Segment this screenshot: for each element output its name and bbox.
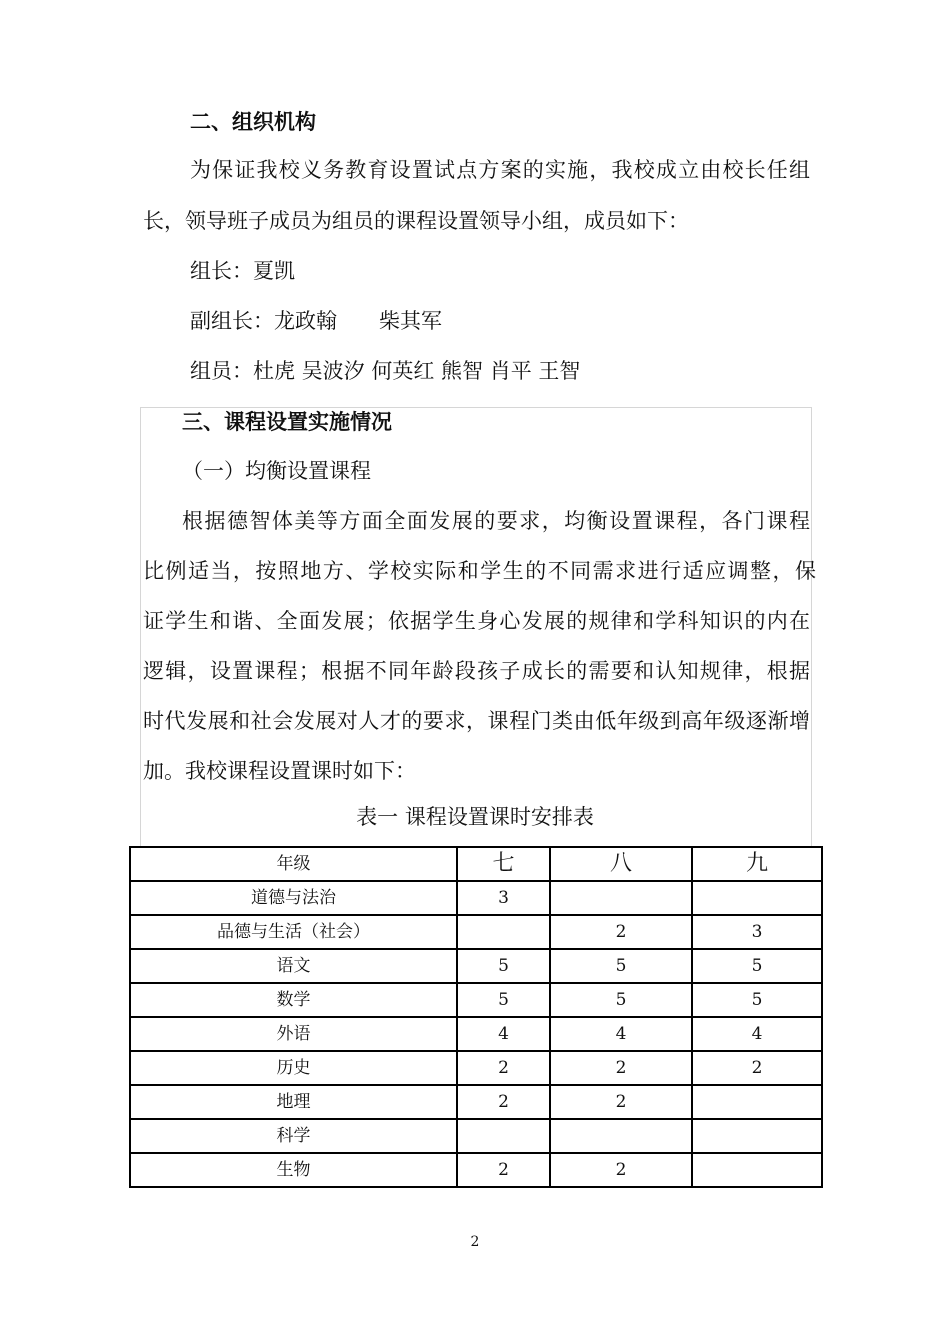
- section-heading-curriculum: 三、课程设置实施情况: [182, 409, 392, 434]
- hours-cell: 4: [457, 1017, 550, 1051]
- table-row: [130, 949, 822, 983]
- hours-cell: [550, 1119, 692, 1153]
- hours-cell: [457, 1119, 550, 1153]
- hours-cell: 5: [550, 983, 692, 1017]
- hours-cell: 2: [457, 1051, 550, 1085]
- table-caption: 表一 课程设置课时安排表: [356, 805, 594, 829]
- hours-cell: 2: [692, 1051, 822, 1085]
- hours-cell: 2: [550, 1051, 692, 1085]
- hours-cell: 5: [457, 949, 550, 983]
- hours-cell: [692, 1085, 822, 1119]
- table-header-row: [130, 847, 822, 881]
- deputy-leaders: 副组长：龙政翰 柴其军: [190, 309, 442, 333]
- table-row: [130, 881, 822, 915]
- hours-cell: 2: [550, 1153, 692, 1187]
- hours-cell: 4: [550, 1017, 692, 1051]
- subject-cell: 科学: [130, 1119, 457, 1153]
- table-row: [130, 915, 822, 949]
- group-members: 组员：杜虎 吴波汐 何英红 熊智 肖平 王智: [190, 359, 581, 383]
- course-hours-table: [129, 846, 823, 1188]
- subject-cell: 语文: [130, 949, 457, 983]
- subject-cell: 品德与生活（社会）: [130, 915, 457, 949]
- subject-cell: 历史: [130, 1051, 457, 1085]
- header-grade-8: 八: [550, 847, 692, 881]
- header-grade: 年级: [130, 847, 457, 881]
- hours-cell: 5: [692, 983, 822, 1017]
- curriculum-paragraph-line: 根据德智体美等方面全面发展的要求，均衡设置课程，各门课程: [182, 509, 810, 533]
- hours-cell: 5: [550, 949, 692, 983]
- table-row: [130, 1085, 822, 1119]
- table-row: [130, 1153, 822, 1187]
- subject-cell: 外语: [130, 1017, 457, 1051]
- section-heading-organization: 二、组织机构: [190, 109, 316, 134]
- table-row: [130, 983, 822, 1017]
- group-leader: 组长：夏凯: [190, 259, 295, 283]
- hours-cell: 5: [692, 949, 822, 983]
- hours-cell: 2: [550, 915, 692, 949]
- curriculum-paragraph-line: 加。我校课程设置课时如下：: [143, 759, 416, 783]
- hours-cell: 3: [692, 915, 822, 949]
- header-grade-7: 七: [457, 847, 550, 881]
- hours-cell: [692, 881, 822, 915]
- hours-cell: 2: [457, 1085, 550, 1119]
- table-row: [130, 1119, 822, 1153]
- hours-cell: 2: [550, 1085, 692, 1119]
- hours-cell: [692, 1153, 822, 1187]
- page-number: 2: [470, 1234, 480, 1250]
- table-row: [130, 1017, 822, 1051]
- subject-cell: 数学: [130, 983, 457, 1017]
- subheading-balanced-curriculum: （一）均衡设置课程: [182, 459, 371, 483]
- subject-cell: 生物: [130, 1153, 457, 1187]
- curriculum-paragraph-line: 证学生和谐、全面发展；依据学生身心发展的规律和学科知识的内在: [143, 609, 810, 633]
- organization-paragraph-line-1: 为保证我校义务教育设置试点方案的实施，我校成立由校长任组: [190, 158, 810, 182]
- hours-cell: 2: [457, 1153, 550, 1187]
- hours-cell: [550, 881, 692, 915]
- subject-cell: 道德与法治: [130, 881, 457, 915]
- header-grade-9: 九: [692, 847, 822, 881]
- hours-cell: [457, 915, 550, 949]
- table-row: [130, 1051, 822, 1085]
- organization-paragraph-line-2: 长，领导班子成员为组员的课程设置领导小组，成员如下：: [143, 209, 689, 233]
- hours-cell: 3: [457, 881, 550, 915]
- curriculum-paragraph-line: 时代发展和社会发展对人才的要求，课程门类由低年级到高年级逐渐增: [143, 709, 810, 733]
- hours-cell: [692, 1119, 822, 1153]
- hours-cell: 5: [457, 983, 550, 1017]
- curriculum-paragraph-line: 逻辑，设置课程；根据不同年龄段孩子成长的需要和认知规律，根据: [143, 659, 810, 683]
- curriculum-paragraph-line: 比例适当，按照地方、学校实际和学生的不同需求进行适应调整，保: [143, 559, 816, 583]
- hours-cell: 4: [692, 1017, 822, 1051]
- subject-cell: 地理: [130, 1085, 457, 1119]
